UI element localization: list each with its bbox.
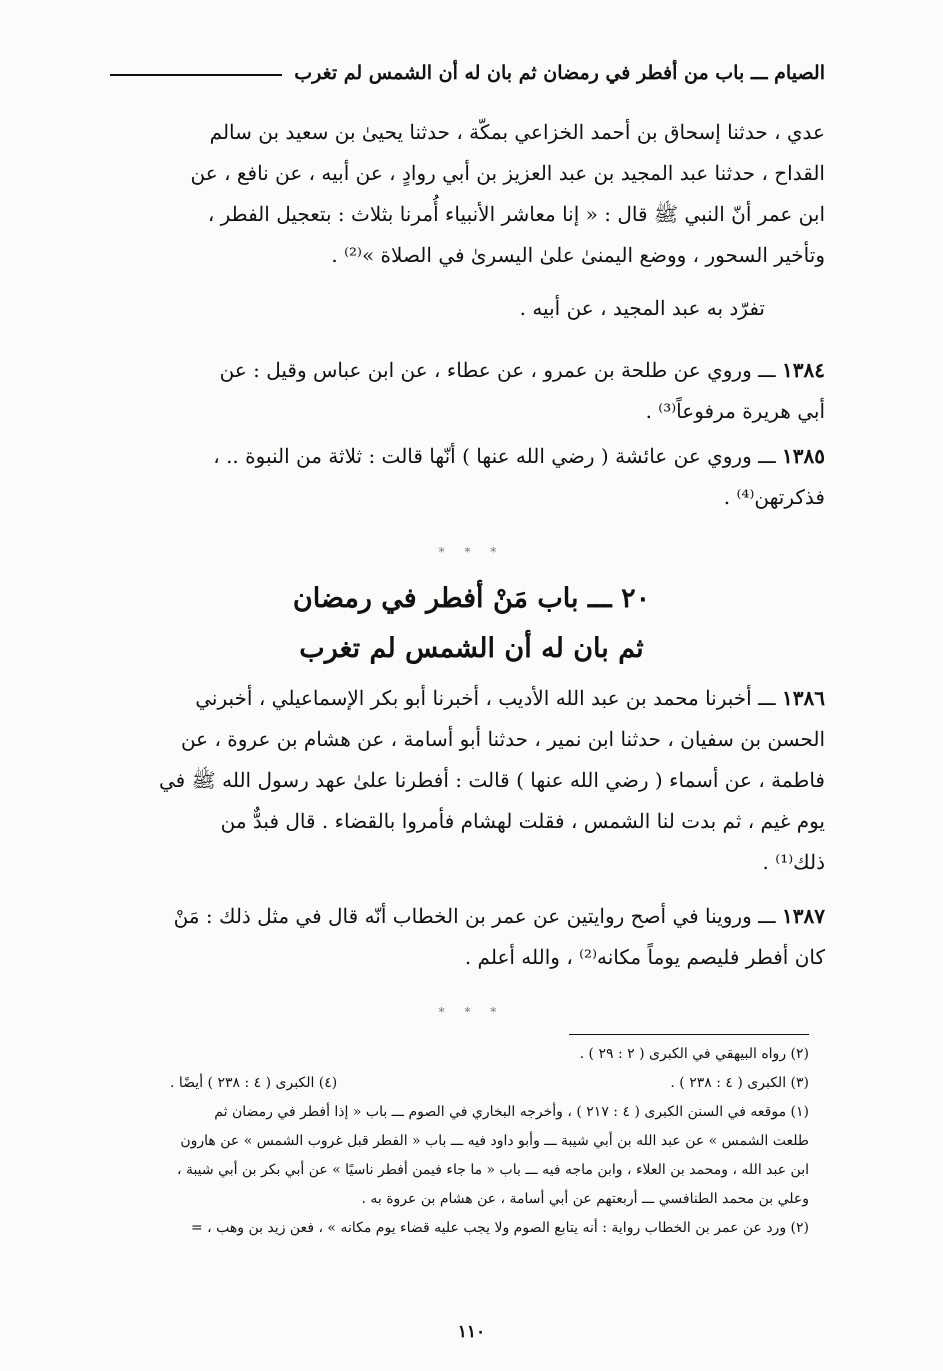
footnote: (٢) ورد عن عمر بن الخطاب رواية : أنه يتابع الصوم ولا يجب عليه قضاء يوم مكانه » ، فعن زيد بن وهب ، = xyxy=(190,1220,809,1236)
section-separator: * * * xyxy=(438,1005,505,1019)
text-line: فذكرتهن⁽⁴⁾ . xyxy=(723,485,825,509)
text-line: القداح ، حدثنا عبد المجيد بن عبد العزيز بن أبي روادٍ ، عن أبيه ، عن نافع ، عن xyxy=(190,161,825,185)
footnote-row xyxy=(110,1069,809,1098)
footnotes xyxy=(110,1040,809,1243)
text-line: ـــ أخبرنا محمد بن عبد الله الأديب ، أخبرنا أبو بكر الإسماعيلي ، أخبرني xyxy=(195,686,776,710)
note-line: تفرّد به عبد المجيد ، عن أبيه . xyxy=(519,296,765,320)
text-line: ـــ وروي عن عائشة ( رضي الله عنها ) أنّها قالت : ثلاثة من النبوة .. ، xyxy=(213,444,776,468)
footnote-line: طلعت الشمس » عن عبد الله بن أبي شيبة ـــ وأبو داود فيه ـــ باب « الفطر قبل غروب الشمس » عن هارون xyxy=(180,1133,809,1149)
header-rule xyxy=(110,74,282,76)
footnote-line: (١) موقعه في السنن الكبرى ( ٤ : ٢١٧ ) ، وأخرجه البخاري في الصوم ـــ باب « إذا أفطر في رمضان ثم xyxy=(214,1104,809,1120)
hadith-number: ١٣٨٤ xyxy=(782,358,825,382)
text-line: ـــ وروي عن طلحة بن عمرو ، عن عطاء ، عن ابن عباس وقيل : عن xyxy=(219,358,776,382)
text-line: الحسن بن سفيان ، حدثنا ابن نمير ، حدثنا أبو أسامة ، عن هشام بن عروة ، عن xyxy=(180,727,825,751)
text-line: ـــ وروينا في أصح روايتين عن عمر بن الخطاب أنّه قال في مثل ذلك : مَنْ xyxy=(173,904,776,928)
footnote-rule xyxy=(569,1034,809,1035)
running-header xyxy=(110,56,825,90)
footnote: (٤) الكبرى ( ٤ : ٢٣٨ ) أيضًا . xyxy=(170,1075,338,1091)
section-separator: * * * xyxy=(438,545,505,559)
hadith-entry-1385 xyxy=(110,436,825,518)
hadith-entry-1387 xyxy=(110,896,825,978)
text-line: ذلك⁽¹⁾ . xyxy=(762,850,825,874)
footnote: (٢) رواه البيهقي في الكبرى ( ٢ : ٢٩ ) . xyxy=(579,1046,809,1062)
hadith-entry-1386 xyxy=(110,678,825,883)
top-paragraph xyxy=(110,112,825,329)
text-line: فاطمة ، عن أسماء ( رضي الله عنها ) قالت : أفطرنا علىٰ عهد رسول الله ﷺ في xyxy=(159,768,825,792)
text-line: ابن عمر أنّ النبي ﷺ قال : « إنا معاشر الأنبياء أُمرنا بثلاث : بتعجيل الفطر ، xyxy=(207,202,825,226)
text-line: يوم غيم ، ثم بدت لنا الشمس ، فقلت لهشام فأمروا بالقضاء . قال فبدٌّ من xyxy=(220,809,825,833)
hadith-number: ١٣٨٦ xyxy=(782,686,825,710)
chapter-title-line-2: ثم بان له أن الشمس لم تغرب xyxy=(299,633,644,664)
text-line: وتأخير السحور ، ووضع اليمنىٰ علىٰ اليسرىٰ في الصلاة »⁽²⁾ . xyxy=(331,243,825,267)
footnote: (٣) الكبرى ( ٤ : ٢٣٨ ) . xyxy=(670,1075,809,1091)
footnote-line: ابن عبد الله ، ومحمد بن العلاء ، وابن ماجه فيه ـــ باب « ما جاء فيمن أفطر ناسيًا » عن أبي بكر بن أبي شيبة ، xyxy=(176,1162,809,1178)
text-line: أبي هريرة مرفوعاً⁽³⁾ . xyxy=(645,399,825,423)
running-title: الصيام ـــ باب من أفطر في رمضان ثم بان له أن الشمس لم تغرب xyxy=(294,62,825,84)
hadith-number: ١٣٨٥ xyxy=(782,444,825,468)
page-number: ١١٠ xyxy=(457,1322,486,1342)
hadith-entry-1384 xyxy=(110,350,825,432)
footnote-line: وعلي بن محمد الطنافسي ـــ أربعتهم عن أبي أسامة ، عن هشام بن عروة به . xyxy=(361,1191,809,1207)
chapter-title-line-1: ٢٠ ـــ باب مَنْ أفطر في رمضان xyxy=(292,583,651,614)
text-line: كان أفطر فليصم يوماً مكانه⁽²⁾ ، والله أعلم . xyxy=(464,945,825,969)
text-line: عدي ، حدثنا إسحاق بن أحمد الخزاعي بمكّة ، حدثنا يحيىٰ بن سعيد بن سالم xyxy=(209,120,825,144)
hadith-number: ١٣٨٧ xyxy=(782,904,825,928)
